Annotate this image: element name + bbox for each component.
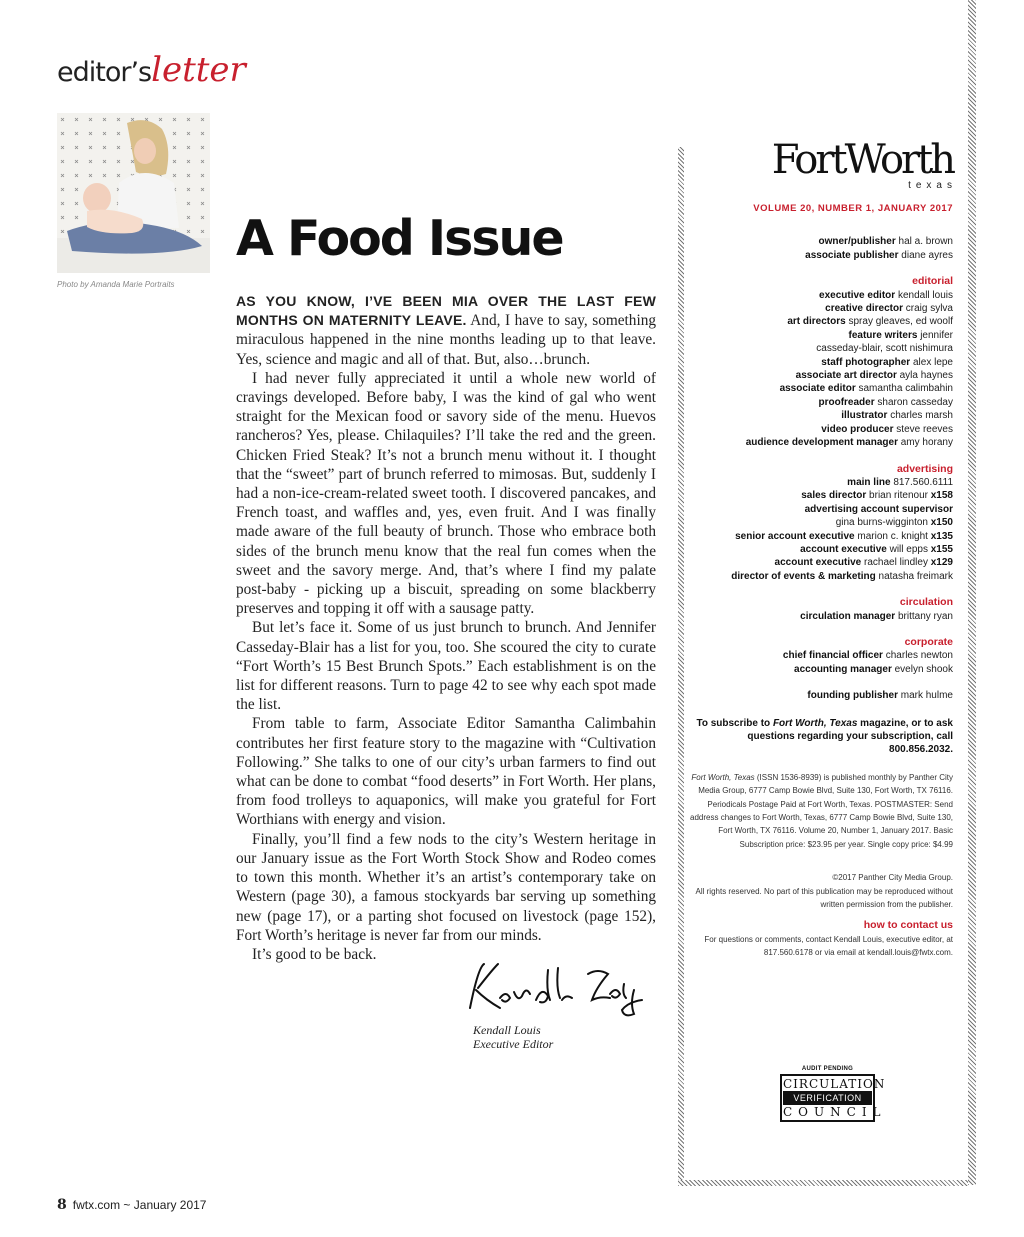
masthead-name: brittany ryan	[897, 610, 953, 622]
legal-text: (ISSN 1536-8939) is published monthly by Panther City Media Group, 6777 Camp Bowie Blvd, Suite 130, Fort Worth, TX 76116. Periodicals Postage Paid at Fort Worth, Texas. POSTMASTER: Send address changes to Fort Worth, Texas, 6777 Camp Bowie Blvd, Suite 130, Fort Worth, TX 76116. Volume 20, Number 1, January 2017. Basic Subscription price: $23.95 per year. Single copy price: $4.99	[690, 772, 953, 849]
masthead-role: accounting manager	[794, 663, 892, 675]
header-letter: letter	[151, 50, 246, 90]
masthead-entry	[690, 409, 953, 422]
masthead-ext: x150	[930, 517, 953, 529]
masthead-role: circulation manager	[800, 610, 896, 622]
masthead-name: spray gleaves, ed woolf	[848, 316, 953, 328]
page-footer	[57, 1197, 206, 1213]
masthead-entry	[690, 516, 953, 529]
masthead-name: charles newton	[885, 650, 953, 662]
handwritten-signature	[458, 960, 678, 1020]
section-header	[57, 50, 246, 90]
masthead-entry	[690, 369, 953, 382]
masthead-name: craig sylva	[905, 303, 953, 315]
masthead-entry	[690, 530, 953, 543]
masthead-role: video producer	[821, 423, 894, 435]
masthead-entry	[690, 543, 953, 556]
masthead-left-rule	[678, 147, 684, 1185]
masthead-role: founding publisher	[807, 690, 898, 702]
cvc-line2: VERIFICATION	[783, 1091, 872, 1105]
masthead-role: director of events & marketing	[731, 570, 876, 582]
lead-in: AS YOU KNOW, I’VE BEEN MIA OVER THE LAST FEW MONTHS ON MATERNITY LEAVE.	[236, 293, 656, 329]
corporate-heading: corporate	[904, 635, 953, 648]
masthead-role: proofreader	[818, 396, 875, 408]
masthead-entry	[690, 396, 953, 409]
masthead-name: charles marsh	[890, 410, 953, 422]
page-number: 8	[57, 1197, 67, 1213]
masthead-name: 817.560.6111	[893, 476, 953, 488]
masthead-entry	[690, 663, 953, 676]
subscribe-mag: Fort Worth, Texas	[772, 717, 858, 729]
contact-heading: how to contact us	[863, 919, 953, 932]
masthead-name: brian ritenour	[869, 490, 928, 502]
masthead-entry	[690, 289, 953, 302]
masthead-entry	[690, 382, 953, 395]
paragraph: From table to farm, Associate Editor Samantha Calimbahin contributes her first feature story to the magazine with “Cultivation Following.” She talks to one of our city’s urban farmers to find out what can be done to combat “food deserts” in Fort Worth. Her plans, from food trolleys to aquaponics, will make you grateful for Fort Worthians with energy and vision.	[236, 715, 656, 829]
masthead-entry	[690, 436, 953, 449]
copyright: ©2017 Panther City Media Group.	[832, 873, 953, 883]
legal-mag: Fort Worth, Texas	[691, 772, 755, 782]
advertising-list	[690, 476, 953, 583]
audit-tag: AUDIT PENDING	[801, 1066, 854, 1072]
masthead-role: chief financial officer	[782, 650, 883, 662]
masthead-bottom-rule	[678, 1180, 968, 1186]
cvc-logo	[780, 1066, 887, 1122]
masthead-role: sales director	[801, 490, 867, 502]
masthead-name: steve reeves	[896, 423, 953, 435]
corporate-list	[690, 649, 953, 676]
paragraph-text: And, I have to say, something miraculous happened in the nine months leading up to that leave. Yes, science and magic and all of that. But, also…brunch.	[236, 312, 656, 368]
masthead-entry	[690, 235, 953, 248]
rights: All rights reserved. No part of this publication may be reproduced without written permission from the publisher.	[695, 886, 953, 910]
cvc-line3: COUNCIL	[783, 1105, 887, 1119]
masthead-entry	[690, 476, 953, 489]
advertising-heading: advertising	[896, 462, 953, 475]
owner-list	[690, 235, 953, 262]
paragraph: It’s good to be back.	[252, 945, 377, 963]
header-editors: editor’s	[57, 57, 152, 88]
masthead-role: owner/publisher	[818, 236, 896, 248]
masthead-entry	[690, 302, 953, 315]
masthead-name: ayla haynes	[899, 370, 953, 382]
masthead-entry	[690, 249, 953, 262]
masthead-role: art directors	[787, 316, 846, 328]
masthead-role: senior account executive	[735, 530, 855, 542]
paragraph: But let’s face it. Some of us just brunch to brunch. And Jennifer Casseday-Blair has a list for you, too. She scoured the city to curate “Fort Worth’s 15 Best Brunch Spots.” Each establishment is on the list for different reasons. Turn to page 42 to see why each spot made the list.	[236, 619, 656, 714]
masthead-entry	[690, 342, 953, 355]
masthead-name: amy horany	[900, 437, 953, 449]
masthead-entry	[690, 503, 953, 516]
masthead-name: rachael lindley	[864, 557, 928, 569]
masthead-name: jennifer	[920, 329, 953, 341]
masthead-ext: x135	[930, 530, 953, 542]
masthead-name: alex lepe	[912, 356, 953, 368]
editorial-heading: editorial	[912, 275, 953, 288]
masthead-entry	[690, 329, 953, 342]
photo-credit: Photo by Amanda Marie Portraits	[57, 280, 175, 289]
subscribe-pre: To subscribe to	[696, 717, 773, 729]
masthead-name: will epps	[889, 543, 928, 555]
masthead-entry	[690, 570, 953, 583]
masthead-entry	[690, 489, 953, 502]
masthead-entry	[690, 649, 953, 662]
contact-text: For questions or comments, contact Kendall Louis, executive editor, at 817.560.6178 or via email at kendall.louis@fwtx.com.	[704, 934, 953, 958]
masthead-role: account executive	[800, 543, 887, 555]
masthead-role: executive editor	[819, 289, 896, 301]
masthead-entry	[690, 315, 953, 328]
signer-name: Kendall Louis	[473, 1023, 541, 1037]
founding-publisher	[690, 689, 953, 702]
masthead-ext: x155	[930, 543, 953, 555]
masthead-role: audience development manager	[745, 437, 898, 449]
editor-photo	[57, 113, 210, 273]
masthead-role: associate publisher	[805, 249, 899, 261]
masthead-role: creative director	[825, 303, 903, 315]
masthead	[690, 137, 957, 960]
masthead-name: casseday-blair, scott nishimura	[816, 343, 953, 355]
signer-title: Executive Editor	[473, 1037, 554, 1051]
masthead-name: gina burns-wigginton	[835, 517, 928, 529]
masthead-name: samantha calimbahin	[858, 383, 953, 395]
mother-baby-photo	[57, 113, 210, 273]
legal-notice	[690, 771, 953, 851]
masthead-role: account executive	[774, 557, 862, 569]
editorial-list	[690, 289, 953, 450]
masthead-entry	[690, 556, 953, 569]
masthead-ext: x158	[930, 490, 953, 502]
article-body	[236, 292, 656, 964]
masthead-name: natasha freimark	[878, 570, 953, 582]
masthead-role: illustrator	[841, 410, 888, 422]
masthead-name: marion c. knight	[857, 530, 928, 542]
cvc-line1: CIRCULATION	[783, 1077, 886, 1091]
paragraph: I had never fully appreciated it until a whole new world of cravings developed. Before baby, I was the kind of gal who went straight for the Mexican food or savory side of the menu. Huevos rancheros? Yes, please. Chilaquiles? I’ll take the red and the green. Chicken Fried Steak? It’s not a brunch menu without it. I thought that the “sweet” part of brunch referred to mimosas. But, suddenly I had a non-ice-cream-related sweet tooth. I discovered pancakes, and French toast, and waffles and, yes, even fruit. And I was finally made aware of the full beauty of brunch. Those who embrace both sides of the brunch menu know that the real fun comes when the sweet and the savory merge. And, that’s where I find my palate post-baby - picking up a biscuit, spreading on some blackberry preserves and topping it off with a sausage patty.	[236, 369, 656, 618]
masthead-ext: x129	[930, 557, 953, 569]
masthead-role: associate editor	[779, 383, 856, 395]
masthead-role: main line	[847, 476, 891, 488]
masthead-role: associate art director	[795, 370, 897, 382]
circulation-heading: circulation	[899, 596, 953, 609]
masthead-name: kendall louis	[897, 289, 953, 301]
cvc-box	[780, 1074, 887, 1122]
logo-subtitle: texas	[908, 180, 957, 191]
volume-line: VOLUME 20, NUMBER 1, JANUARY 2017	[753, 203, 953, 214]
signature-block	[473, 1023, 553, 1051]
masthead-entry	[690, 610, 953, 623]
subscribe-note	[690, 717, 953, 757]
right-edge-rule	[968, 0, 976, 1185]
masthead-name: evelyn shook	[894, 663, 953, 675]
masthead-role: advertising account supervisor	[804, 503, 953, 515]
masthead-entry	[690, 356, 953, 369]
masthead-name: sharon casseday	[877, 396, 953, 408]
masthead-role: staff photographer	[821, 356, 911, 368]
masthead-name: mark hulme	[900, 690, 953, 702]
magazine-logo: FortWorth	[771, 137, 953, 183]
masthead-entry	[690, 423, 953, 436]
footer-text: fwtx.com ~ January 2017	[72, 1198, 207, 1212]
masthead-role: feature writers	[848, 329, 918, 341]
circulation-list	[690, 610, 953, 623]
paragraph: Finally, you’ll find a few nods to the city’s Western heritage in our January issue as the Fort Worth Stock Show and Rodeo comes to town this month. Whether it’s an artist’s contemporary take on Western (page 30), a famous stockyards bar serving up something new (page 17), or a parting shot focused on livestock (page 152), Fort Worth’s heritage is never far from our minds.	[236, 830, 656, 944]
paragraph	[236, 292, 656, 369]
subscribe-post: magazine, or to ask questions regarding your subscription, call 800.856.2032.	[747, 717, 953, 756]
headline: A Food Issue	[236, 210, 563, 267]
masthead-name: diane ayres	[901, 249, 953, 261]
masthead-name: hal a. brown	[898, 236, 953, 248]
